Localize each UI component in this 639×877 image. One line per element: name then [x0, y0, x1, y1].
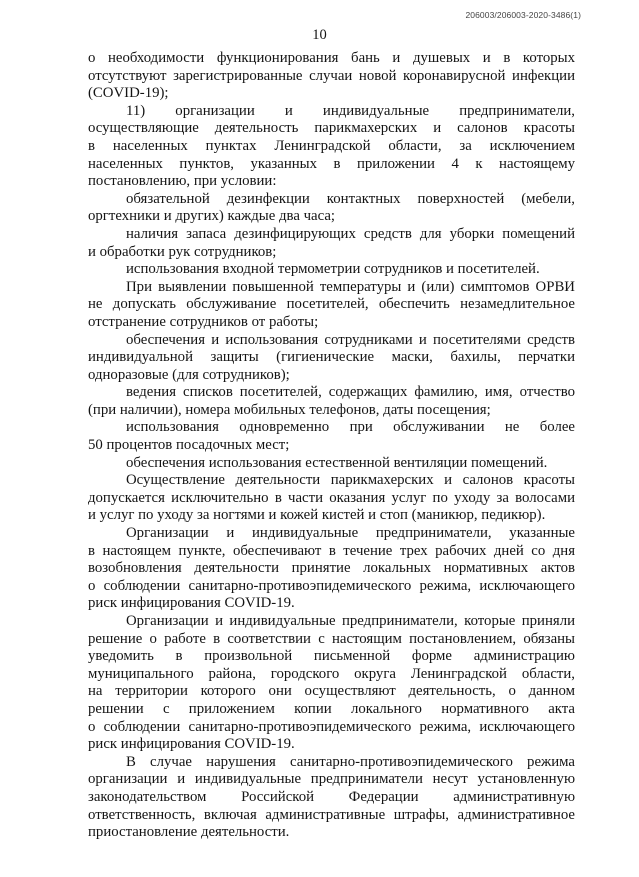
- text-line: В случае нарушения санитарно-противоэпидемического режима: [126, 753, 575, 770]
- text-line: организации и индивидуальные предприниматели несут установленную: [88, 771, 575, 788]
- text-line: Организации и индивидуальные предприниматели, которые приняли: [126, 613, 575, 629]
- text-line: приостановление деятельности.: [88, 824, 290, 841]
- text-line: использования одновременно при обслуживании не более: [126, 419, 575, 436]
- text-line: допускается исключительно в части оказания услуг по уходу за волосами: [88, 489, 575, 506]
- text-line: ответственность, включая административные штрафы, административное: [88, 806, 575, 823]
- text-line: При выявлении повышенной температуры и (или) симптомов ОРВИ: [126, 278, 575, 295]
- text-line: осуществляющие деятельность парикмахерских и салонов красоты: [88, 120, 575, 137]
- text-line: обеспечения использования естественной вентиляции помещений.: [126, 454, 548, 471]
- text-line: не допускать обслуживание посетителей, обеспечить незамедлительное: [88, 296, 575, 313]
- page-number: 10: [312, 27, 327, 43]
- document-id: 206003/206003-2020-3486(1): [465, 10, 581, 20]
- text-line: в населенных пунктах Ленинградской области, за исключением: [88, 137, 575, 154]
- text-line: Организации и индивидуальные предприниматели, указанные: [126, 525, 575, 542]
- text-line: о соблюдении санитарно-противоэпидемического режима, исключающего: [88, 718, 575, 735]
- document-body: [88, 50, 575, 842]
- text-line: риск инфицирования COVID-19.: [88, 736, 295, 753]
- text-line: 50 процентов посадочных мест;: [88, 437, 290, 454]
- text-line: Осуществление деятельности парикмахерских и салонов красоты: [126, 472, 575, 489]
- text-line: отсутствуют зарегистрированные случаи новой коронавирусной инфекции: [88, 67, 575, 84]
- text-line: муниципального района, городского округа Ленинградской области,: [88, 665, 575, 682]
- text-line: законодательством Российской Федерации административную: [88, 788, 575, 805]
- text-line: возобновления деятельности принятие локальных нормативных актов: [88, 560, 575, 577]
- text-line: и услуг по уходу за ногтями и кожей кистей и стоп (маникюр, педикюр).: [88, 507, 546, 524]
- text-line: (COVID-19);: [88, 85, 169, 102]
- text-line: и обработки рук сотрудников;: [88, 243, 277, 260]
- text-line: (при наличии), номера мобильных телефонов, даты посещения;: [88, 401, 491, 418]
- text-line: обязательной дезинфекции контактных поверхностей (мебели,: [126, 190, 575, 207]
- text-line: обеспечения и использования сотрудниками и посетителями средств: [126, 331, 575, 348]
- text-line: ведения списков посетителей, содержащих фамилию, имя, отчество: [126, 384, 575, 401]
- text-line: отстранение сотрудников от работы;: [88, 313, 319, 330]
- text-line: о необходимости функционирования бань и душевых и в которых: [88, 50, 575, 66]
- text-line: использования входной термометрии сотрудников и посетителей.: [126, 261, 540, 278]
- text-line: 11) организации и индивидуальные предприниматели,: [126, 102, 575, 119]
- text-line: уведомить в произвольной письменной форме администрацию: [88, 648, 575, 665]
- text-line: индивидуальной защиты (гигиенические маски, бахилы, перчатки: [88, 349, 575, 366]
- text-line: постановлению, при условии:: [88, 173, 277, 190]
- text-line: оргтехники и других) каждые два часа;: [88, 208, 336, 225]
- text-line: одноразовые (для сотрудников);: [88, 366, 290, 383]
- text-line: решении с приложением копии локального нормативного акта: [88, 700, 575, 717]
- text-line: в настоящем пункте, обеспечивают в течение трех рабочих дней со дня: [88, 542, 575, 559]
- text-line: на территории которого они осуществляют деятельность, о данном: [88, 683, 575, 700]
- text-line: риск инфицирования COVID-19.: [88, 595, 295, 612]
- text-line: решение о работе в соответствии с настоящим постановлением, обязаны: [88, 630, 575, 647]
- text-line: наличия запаса дезинфицирующих средств для уборки помещений: [126, 225, 575, 242]
- text-line: о соблюдении санитарно-противоэпидемического режима, исключающего: [88, 577, 575, 594]
- text-line: населенных пунктов, указанных в приложении 4 к настоящему: [88, 155, 575, 172]
